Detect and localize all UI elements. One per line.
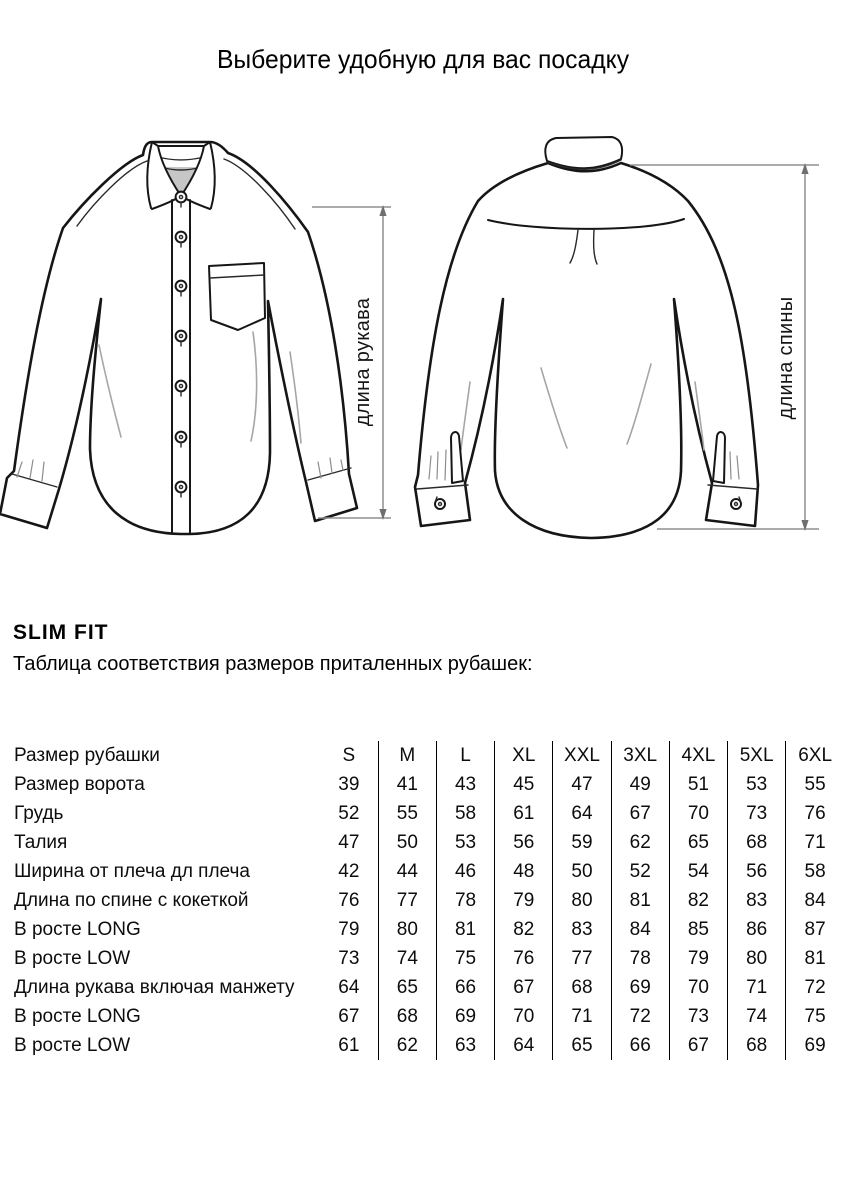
size-value-cell: 68 — [378, 1002, 436, 1031]
size-value-cell: 77 — [378, 886, 436, 915]
size-value-cell: 65 — [553, 1031, 611, 1060]
size-value-cell: 72 — [786, 973, 844, 1002]
sleeve-length-label: длина рукава — [352, 297, 374, 427]
size-value-cell: 84 — [611, 915, 669, 944]
size-value-cell: 73 — [728, 799, 786, 828]
size-value-cell: 73 — [338, 947, 360, 969]
size-value-cell: 76 — [786, 799, 844, 828]
size-value-cell: 71 — [786, 828, 844, 857]
table-row — [14, 828, 844, 857]
size-value-cell: 55 — [786, 770, 844, 799]
size-value-cell: 79 — [338, 918, 360, 940]
size-value-cell: 62 — [611, 828, 669, 857]
size-value-cell: 67 — [338, 1005, 360, 1027]
size-value-cell: 83 — [553, 915, 611, 944]
row-label: Размер рубашки — [14, 744, 160, 766]
size-value-cell: 83 — [728, 886, 786, 915]
size-value-cell: 84 — [786, 886, 844, 915]
size-value-cell: 78 — [611, 944, 669, 973]
size-value-cell: 76 — [338, 889, 360, 911]
table-row — [14, 857, 844, 886]
size-value-cell: 81 — [786, 944, 844, 973]
row-label: В росте LOW — [14, 947, 131, 969]
front-shirt-drawing — [0, 142, 357, 534]
size-value-cell: 43 — [436, 770, 494, 799]
size-value-cell: 61 — [495, 799, 553, 828]
size-value-cell: 82 — [669, 886, 727, 915]
table-row — [14, 973, 844, 1002]
size-value-cell: 65 — [669, 828, 727, 857]
fit-subtitle: Таблица соответствия размеров приталенных рубашек: — [13, 653, 533, 675]
size-value-cell: 87 — [786, 915, 844, 944]
size-header-cell: L — [436, 741, 494, 770]
size-value-cell: 64 — [553, 799, 611, 828]
size-value-cell: 58 — [786, 857, 844, 886]
table-row — [14, 915, 844, 944]
size-header-cell: 3XL — [611, 741, 669, 770]
back-shirt-drawing — [415, 137, 758, 538]
size-value-cell: 58 — [436, 799, 494, 828]
size-value-cell: 56 — [728, 857, 786, 886]
size-value-cell: 48 — [495, 857, 553, 886]
table-row — [14, 1002, 844, 1031]
row-label: В росте LONG — [14, 1005, 141, 1027]
size-value-cell: 44 — [378, 857, 436, 886]
size-value-cell: 67 — [495, 973, 553, 1002]
size-value-cell: 70 — [495, 1002, 553, 1031]
size-value-cell: 75 — [436, 944, 494, 973]
size-value-cell: 82 — [495, 915, 553, 944]
table-row — [14, 944, 844, 973]
size-value-cell: 69 — [436, 1002, 494, 1031]
size-value-cell: 73 — [669, 1002, 727, 1031]
back-collar — [545, 137, 622, 168]
size-value-cell: 41 — [378, 770, 436, 799]
size-value-cell: 47 — [338, 831, 360, 853]
size-value-cell: 65 — [378, 973, 436, 1002]
table-row — [14, 799, 844, 828]
size-value-cell: 80 — [728, 944, 786, 973]
size-value-cell: 76 — [495, 944, 553, 973]
size-value-cell: 66 — [611, 1031, 669, 1060]
size-value-cell: 75 — [786, 1002, 844, 1031]
size-value-cell: 72 — [611, 1002, 669, 1031]
size-value-cell: 64 — [338, 976, 360, 998]
size-value-cell: 45 — [495, 770, 553, 799]
size-value-cell: 62 — [378, 1031, 436, 1060]
size-value-cell: 67 — [669, 1031, 727, 1060]
shirt-diagram — [0, 118, 846, 580]
size-value-cell: 70 — [669, 799, 727, 828]
size-value-cell: 52 — [338, 802, 360, 824]
size-value-cell: 68 — [553, 973, 611, 1002]
size-value-cell: 78 — [436, 886, 494, 915]
size-value-cell: 71 — [728, 973, 786, 1002]
back-shirt-body — [415, 163, 758, 538]
size-table-header-row — [14, 741, 844, 770]
size-value-cell: 68 — [728, 828, 786, 857]
chest-pocket — [209, 263, 265, 330]
page-title: Выберите удобную для вас посадку — [216, 44, 630, 74]
size-value-cell: 63 — [436, 1031, 494, 1060]
table-row — [14, 770, 844, 799]
size-header-cell: M — [378, 741, 436, 770]
size-table-body — [14, 741, 844, 1060]
table-row — [14, 1031, 844, 1060]
size-value-cell: 86 — [728, 915, 786, 944]
size-header-cell: 4XL — [669, 741, 727, 770]
size-value-cell: 79 — [495, 886, 553, 915]
row-label: В росте LOW — [14, 1034, 131, 1056]
size-value-cell: 67 — [611, 799, 669, 828]
size-value-cell: 54 — [669, 857, 727, 886]
size-value-cell: 50 — [553, 857, 611, 886]
size-value-cell: 74 — [728, 1002, 786, 1031]
size-value-cell: 80 — [553, 886, 611, 915]
size-value-cell: 81 — [611, 886, 669, 915]
row-label: Ширина от плеча дл плеча — [14, 860, 250, 882]
size-table — [14, 741, 844, 1060]
size-header-cell: 6XL — [786, 741, 844, 770]
size-value-cell: 71 — [553, 1002, 611, 1031]
fit-heading: SLIM FIT — [13, 621, 109, 644]
size-value-cell: 49 — [611, 770, 669, 799]
row-label: Грудь — [14, 802, 64, 824]
size-value-cell: 50 — [378, 828, 436, 857]
size-value-cell: 52 — [611, 857, 669, 886]
row-label: Талия — [14, 831, 68, 853]
size-value-cell: 47 — [553, 770, 611, 799]
size-value-cell: 51 — [669, 770, 727, 799]
size-value-cell: 64 — [495, 1031, 553, 1060]
table-row — [14, 886, 844, 915]
size-value-cell: 53 — [436, 828, 494, 857]
size-value-cell: 80 — [378, 915, 436, 944]
size-value-cell: 39 — [338, 773, 360, 795]
size-value-cell: 85 — [669, 915, 727, 944]
size-header-cell: 5XL — [728, 741, 786, 770]
size-value-cell: 42 — [338, 860, 360, 882]
size-value-cell: 46 — [436, 857, 494, 886]
size-header-cell: S — [342, 744, 356, 766]
size-value-cell: 69 — [611, 973, 669, 1002]
row-label: Размер ворота — [14, 773, 145, 795]
size-value-cell: 56 — [495, 828, 553, 857]
size-value-cell: 77 — [553, 944, 611, 973]
size-value-cell: 81 — [436, 915, 494, 944]
size-value-cell: 55 — [378, 799, 436, 828]
size-value-cell: 68 — [728, 1031, 786, 1060]
row-label: В росте LONG — [14, 918, 141, 940]
size-value-cell: 61 — [338, 1034, 360, 1056]
size-value-cell: 74 — [378, 944, 436, 973]
row-label: Длина рукава включая манжету — [14, 976, 295, 998]
size-value-cell: 70 — [669, 973, 727, 1002]
size-value-cell: 53 — [728, 770, 786, 799]
size-value-cell: 69 — [786, 1031, 844, 1060]
row-label: Длина по спине с кокеткой — [14, 889, 249, 911]
size-value-cell: 66 — [436, 973, 494, 1002]
back-length-label: длина спины — [775, 296, 797, 420]
size-value-cell: 79 — [669, 944, 727, 973]
size-header-cell: XXL — [553, 741, 611, 770]
size-value-cell: 59 — [553, 828, 611, 857]
size-header-cell: XL — [495, 741, 553, 770]
